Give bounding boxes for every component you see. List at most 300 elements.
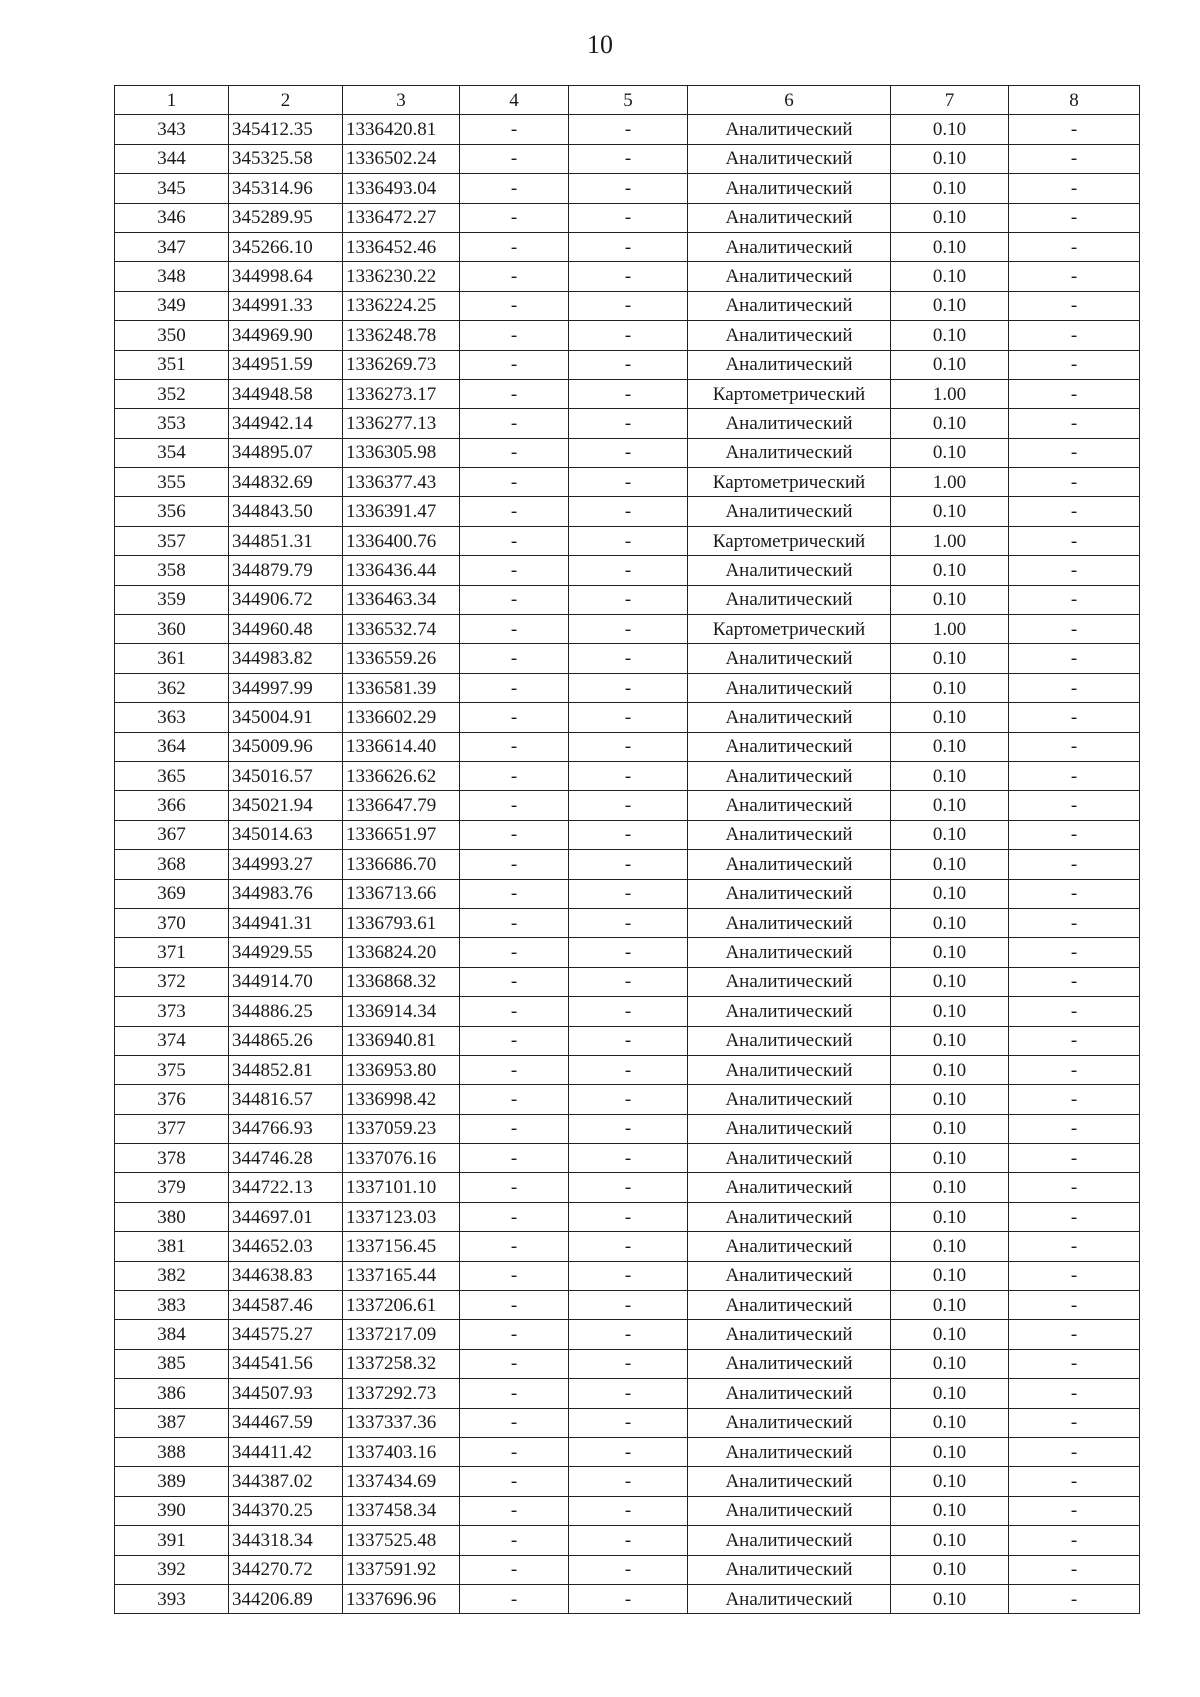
column-4-cell: - [460,703,569,732]
table-row [115,1114,1140,1143]
x-coordinate-cell: 345004.91 [229,703,343,732]
accuracy-cell: 0.10 [891,291,1009,320]
column-4-cell: - [460,262,569,291]
column-8-cell: - [1009,1437,1140,1466]
y-coordinate-cell: 1336651.97 [343,820,460,849]
column-5-cell: - [569,967,688,996]
column-8-cell: - [1009,850,1140,879]
table-row [115,1584,1140,1613]
column-8-cell: - [1009,644,1140,673]
point-number-cell: 392 [115,1555,229,1584]
accuracy-cell: 0.10 [891,203,1009,232]
column-8-cell: - [1009,879,1140,908]
table-row [115,1232,1140,1261]
point-number-cell: 345 [115,174,229,203]
accuracy-cell: 1.00 [891,379,1009,408]
point-number-cell: 347 [115,232,229,261]
x-coordinate-cell: 344575.27 [229,1320,343,1349]
table-row [115,174,1140,203]
accuracy-cell: 0.10 [891,1496,1009,1525]
y-coordinate-cell: 1336868.32 [343,967,460,996]
column-4-cell: - [460,144,569,173]
table-row [115,1202,1140,1231]
point-number-cell: 346 [115,203,229,232]
x-coordinate-cell: 344746.28 [229,1144,343,1173]
column-5-cell: - [569,615,688,644]
column-8-cell: - [1009,556,1140,585]
y-coordinate-cell: 1336273.17 [343,379,460,408]
accuracy-cell: 0.10 [891,1055,1009,1084]
x-coordinate-cell: 344865.26 [229,1026,343,1055]
y-coordinate-cell: 1337101.10 [343,1173,460,1202]
y-coordinate-cell: 1336436.44 [343,556,460,585]
point-number-cell: 382 [115,1261,229,1290]
column-5-cell: - [569,879,688,908]
column-4-cell: - [460,791,569,820]
column-4-cell: - [460,1026,569,1055]
column-4-cell: - [460,1349,569,1378]
method-cell: Аналитический [688,350,891,379]
table-row [115,468,1140,497]
column-5-cell: - [569,1026,688,1055]
method-cell: Аналитический [688,703,891,732]
column-8-cell: - [1009,703,1140,732]
column-5-cell: - [569,262,688,291]
accuracy-cell: 0.10 [891,1555,1009,1584]
point-number-cell: 384 [115,1320,229,1349]
column-5-cell: - [569,497,688,526]
accuracy-cell: 0.10 [891,585,1009,614]
y-coordinate-cell: 1336626.62 [343,761,460,790]
method-cell: Аналитический [688,761,891,790]
column-4-cell: - [460,203,569,232]
method-cell: Аналитический [688,174,891,203]
method-cell: Аналитический [688,1379,891,1408]
column-5-cell: - [569,1496,688,1525]
column-4-cell: - [460,174,569,203]
accuracy-cell: 0.10 [891,556,1009,585]
method-cell: Аналитический [688,644,891,673]
method-cell: Аналитический [688,1320,891,1349]
column-5-cell: - [569,174,688,203]
y-coordinate-cell: 1337403.16 [343,1437,460,1466]
accuracy-cell: 1.00 [891,468,1009,497]
column-4-cell: - [460,1437,569,1466]
method-cell: Аналитический [688,232,891,261]
accuracy-cell: 0.10 [891,1526,1009,1555]
column-5-cell: - [569,1261,688,1290]
table-row [115,967,1140,996]
table-row [115,526,1140,555]
method-cell: Аналитический [688,1496,891,1525]
column-8-cell: - [1009,1320,1140,1349]
table-row [115,908,1140,937]
column-4-cell: - [460,997,569,1026]
column-4-cell: - [460,850,569,879]
method-cell: Аналитический [688,585,891,614]
y-coordinate-cell: 1336452.46 [343,232,460,261]
point-number-cell: 374 [115,1026,229,1055]
y-coordinate-cell: 1336248.78 [343,321,460,350]
x-coordinate-cell: 344206.89 [229,1584,343,1613]
column-4-cell: - [460,820,569,849]
point-number-cell: 387 [115,1408,229,1437]
column-5-cell: - [569,1555,688,1584]
column-header: 7 [891,86,1009,115]
point-number-cell: 388 [115,1437,229,1466]
column-8-cell: - [1009,1114,1140,1143]
accuracy-cell: 0.10 [891,438,1009,467]
table-row [115,997,1140,1026]
column-5-cell: - [569,379,688,408]
column-5-cell: - [569,556,688,585]
method-cell: Аналитический [688,732,891,761]
column-5-cell: - [569,1232,688,1261]
column-8-cell: - [1009,1026,1140,1055]
x-coordinate-cell: 345325.58 [229,144,343,173]
x-coordinate-cell: 344983.76 [229,879,343,908]
x-coordinate-cell: 345021.94 [229,791,343,820]
x-coordinate-cell: 344941.31 [229,908,343,937]
method-cell: Аналитический [688,1526,891,1555]
column-8-cell: - [1009,497,1140,526]
x-coordinate-cell: 344983.82 [229,644,343,673]
point-number-cell: 376 [115,1085,229,1114]
column-4-cell: - [460,115,569,144]
y-coordinate-cell: 1336581.39 [343,673,460,702]
point-number-cell: 349 [115,291,229,320]
accuracy-cell: 0.10 [891,497,1009,526]
y-coordinate-cell: 1336824.20 [343,938,460,967]
coordinates-table [114,85,1140,1614]
method-cell: Картометрический [688,526,891,555]
table-body [115,115,1140,1614]
point-number-cell: 381 [115,1232,229,1261]
column-5-cell: - [569,1467,688,1496]
table-row [115,850,1140,879]
accuracy-cell: 0.10 [891,967,1009,996]
column-4-cell: - [460,1232,569,1261]
accuracy-cell: 0.10 [891,321,1009,350]
column-8-cell: - [1009,291,1140,320]
x-coordinate-cell: 344507.93 [229,1379,343,1408]
column-5-cell: - [569,1320,688,1349]
y-coordinate-cell: 1336647.79 [343,791,460,820]
column-4-cell: - [460,1114,569,1143]
column-8-cell: - [1009,321,1140,350]
page-number: 10 [587,30,613,59]
point-number-cell: 379 [115,1173,229,1202]
y-coordinate-cell: 1336602.29 [343,703,460,732]
accuracy-cell: 0.10 [891,908,1009,937]
column-5-cell: - [569,144,688,173]
column-4-cell: - [460,1055,569,1084]
point-number-cell: 353 [115,409,229,438]
method-cell: Аналитический [688,1555,891,1584]
y-coordinate-cell: 1337458.34 [343,1496,460,1525]
accuracy-cell: 0.10 [891,1232,1009,1261]
column-5-cell: - [569,1526,688,1555]
column-5-cell: - [569,1584,688,1613]
y-coordinate-cell: 1336686.70 [343,850,460,879]
method-cell: Аналитический [688,144,891,173]
column-5-cell: - [569,1173,688,1202]
column-header: 8 [1009,86,1140,115]
method-cell: Аналитический [688,556,891,585]
y-coordinate-cell: 1337434.69 [343,1467,460,1496]
column-header: 4 [460,86,569,115]
accuracy-cell: 0.10 [891,732,1009,761]
y-coordinate-cell: 1337156.45 [343,1232,460,1261]
y-coordinate-cell: 1336224.25 [343,291,460,320]
point-number-cell: 356 [115,497,229,526]
method-cell: Аналитический [688,1026,891,1055]
point-number-cell: 367 [115,820,229,849]
column-4-cell: - [460,232,569,261]
table-row [115,1261,1140,1290]
table-row [115,379,1140,408]
y-coordinate-cell: 1337217.09 [343,1320,460,1349]
column-5-cell: - [569,1202,688,1231]
x-coordinate-cell: 344541.56 [229,1349,343,1378]
table-row [115,1496,1140,1525]
accuracy-cell: 1.00 [891,615,1009,644]
column-4-cell: - [460,644,569,673]
accuracy-cell: 0.10 [891,1379,1009,1408]
table-row [115,115,1140,144]
column-4-cell: - [460,291,569,320]
accuracy-cell: 0.10 [891,1261,1009,1290]
column-8-cell: - [1009,1408,1140,1437]
x-coordinate-cell: 344960.48 [229,615,343,644]
column-4-cell: - [460,879,569,908]
column-8-cell: - [1009,1526,1140,1555]
column-4-cell: - [460,1496,569,1525]
column-4-cell: - [460,409,569,438]
column-5-cell: - [569,703,688,732]
column-5-cell: - [569,1144,688,1173]
point-number-cell: 390 [115,1496,229,1525]
column-8-cell: - [1009,1085,1140,1114]
column-8-cell: - [1009,262,1140,291]
column-5-cell: - [569,203,688,232]
method-cell: Аналитический [688,673,891,702]
x-coordinate-cell: 344467.59 [229,1408,343,1437]
table-row [115,1085,1140,1114]
x-coordinate-cell: 344929.55 [229,938,343,967]
table-row [115,1555,1140,1584]
method-cell: Картометрический [688,468,891,497]
column-8-cell: - [1009,1496,1140,1525]
x-coordinate-cell: 344638.83 [229,1261,343,1290]
method-cell: Аналитический [688,203,891,232]
accuracy-cell: 0.10 [891,262,1009,291]
x-coordinate-cell: 344942.14 [229,409,343,438]
y-coordinate-cell: 1336269.73 [343,350,460,379]
column-8-cell: - [1009,1055,1140,1084]
column-5-cell: - [569,673,688,702]
column-4-cell: - [460,1555,569,1584]
column-header: 3 [343,86,460,115]
column-4-cell: - [460,1144,569,1173]
method-cell: Аналитический [688,1114,891,1143]
column-8-cell: - [1009,997,1140,1026]
y-coordinate-cell: 1337123.03 [343,1202,460,1231]
method-cell: Картометрический [688,615,891,644]
x-coordinate-cell: 345314.96 [229,174,343,203]
column-5-cell: - [569,850,688,879]
method-cell: Аналитический [688,438,891,467]
table-row [115,291,1140,320]
table-row [115,761,1140,790]
accuracy-cell: 0.10 [891,1408,1009,1437]
accuracy-cell: 0.10 [891,820,1009,849]
x-coordinate-cell: 345009.96 [229,732,343,761]
method-cell: Аналитический [688,1085,891,1114]
accuracy-cell: 0.10 [891,644,1009,673]
point-number-cell: 380 [115,1202,229,1231]
point-number-cell: 362 [115,673,229,702]
table-row [115,1526,1140,1555]
column-header: 6 [688,86,891,115]
table-header-row [115,86,1140,115]
method-cell: Аналитический [688,938,891,967]
method-cell: Аналитический [688,262,891,291]
x-coordinate-cell: 344886.25 [229,997,343,1026]
column-8-cell: - [1009,1379,1140,1408]
method-cell: Аналитический [688,879,891,908]
x-coordinate-cell: 344998.64 [229,262,343,291]
column-4-cell: - [460,967,569,996]
point-number-cell: 365 [115,761,229,790]
column-8-cell: - [1009,1232,1140,1261]
y-coordinate-cell: 1336230.22 [343,262,460,291]
accuracy-cell: 0.10 [891,1467,1009,1496]
y-coordinate-cell: 1337696.96 [343,1584,460,1613]
method-cell: Аналитический [688,1584,891,1613]
column-8-cell: - [1009,1144,1140,1173]
column-4-cell: - [460,585,569,614]
column-4-cell: - [460,761,569,790]
x-coordinate-cell: 344951.59 [229,350,343,379]
column-5-cell: - [569,1291,688,1320]
y-coordinate-cell: 1336377.43 [343,468,460,497]
x-coordinate-cell: 344832.69 [229,468,343,497]
column-8-cell: - [1009,409,1140,438]
method-cell: Аналитический [688,409,891,438]
table-row [115,615,1140,644]
x-coordinate-cell: 344948.58 [229,379,343,408]
table-row [115,1291,1140,1320]
table-row [115,1173,1140,1202]
column-4-cell: - [460,1379,569,1408]
column-4-cell: - [460,321,569,350]
column-5-cell: - [569,908,688,937]
table-row [115,1379,1140,1408]
point-number-cell: 372 [115,967,229,996]
column-5-cell: - [569,1085,688,1114]
point-number-cell: 393 [115,1584,229,1613]
column-8-cell: - [1009,379,1140,408]
column-4-cell: - [460,468,569,497]
accuracy-cell: 0.10 [891,1085,1009,1114]
column-8-cell: - [1009,908,1140,937]
x-coordinate-cell: 344587.46 [229,1291,343,1320]
column-8-cell: - [1009,1173,1140,1202]
column-header: 5 [569,86,688,115]
method-cell: Аналитический [688,1202,891,1231]
accuracy-cell: 0.10 [891,409,1009,438]
table-row [115,232,1140,261]
method-cell: Аналитический [688,1173,891,1202]
column-8-cell: - [1009,174,1140,203]
x-coordinate-cell: 344766.93 [229,1114,343,1143]
column-header: 1 [115,86,229,115]
x-coordinate-cell: 344816.57 [229,1085,343,1114]
method-cell: Аналитический [688,850,891,879]
point-number-cell: 354 [115,438,229,467]
method-cell: Аналитический [688,1261,891,1290]
method-cell: Аналитический [688,1055,891,1084]
column-8-cell: - [1009,615,1140,644]
method-cell: Аналитический [688,908,891,937]
point-number-cell: 360 [115,615,229,644]
column-5-cell: - [569,1349,688,1378]
accuracy-cell: 0.10 [891,1291,1009,1320]
method-cell: Аналитический [688,997,891,1026]
column-5-cell: - [569,761,688,790]
accuracy-cell: 0.10 [891,1437,1009,1466]
y-coordinate-cell: 1336914.34 [343,997,460,1026]
table-row [115,1144,1140,1173]
column-4-cell: - [460,1408,569,1437]
y-coordinate-cell: 1336793.61 [343,908,460,937]
column-8-cell: - [1009,438,1140,467]
column-8-cell: - [1009,203,1140,232]
table-row [115,144,1140,173]
column-header: 2 [229,86,343,115]
column-5-cell: - [569,115,688,144]
y-coordinate-cell: 1336998.42 [343,1085,460,1114]
table-row [115,673,1140,702]
y-coordinate-cell: 1337591.92 [343,1555,460,1584]
accuracy-cell: 0.10 [891,997,1009,1026]
accuracy-cell: 0.10 [891,350,1009,379]
y-coordinate-cell: 1336713.66 [343,879,460,908]
accuracy-cell: 0.10 [891,791,1009,820]
point-number-cell: 350 [115,321,229,350]
x-coordinate-cell: 344895.07 [229,438,343,467]
table-row [115,350,1140,379]
column-8-cell: - [1009,820,1140,849]
column-5-cell: - [569,232,688,261]
column-4-cell: - [460,497,569,526]
column-4-cell: - [460,556,569,585]
point-number-cell: 364 [115,732,229,761]
table-row [115,1349,1140,1378]
method-cell: Аналитический [688,1232,891,1261]
column-8-cell: - [1009,1584,1140,1613]
table-row [115,321,1140,350]
accuracy-cell: 0.10 [891,1584,1009,1613]
table-row [115,791,1140,820]
table-row [115,1026,1140,1055]
point-number-cell: 377 [115,1114,229,1143]
column-8-cell: - [1009,791,1140,820]
table-row [115,497,1140,526]
column-8-cell: - [1009,938,1140,967]
y-coordinate-cell: 1337165.44 [343,1261,460,1290]
